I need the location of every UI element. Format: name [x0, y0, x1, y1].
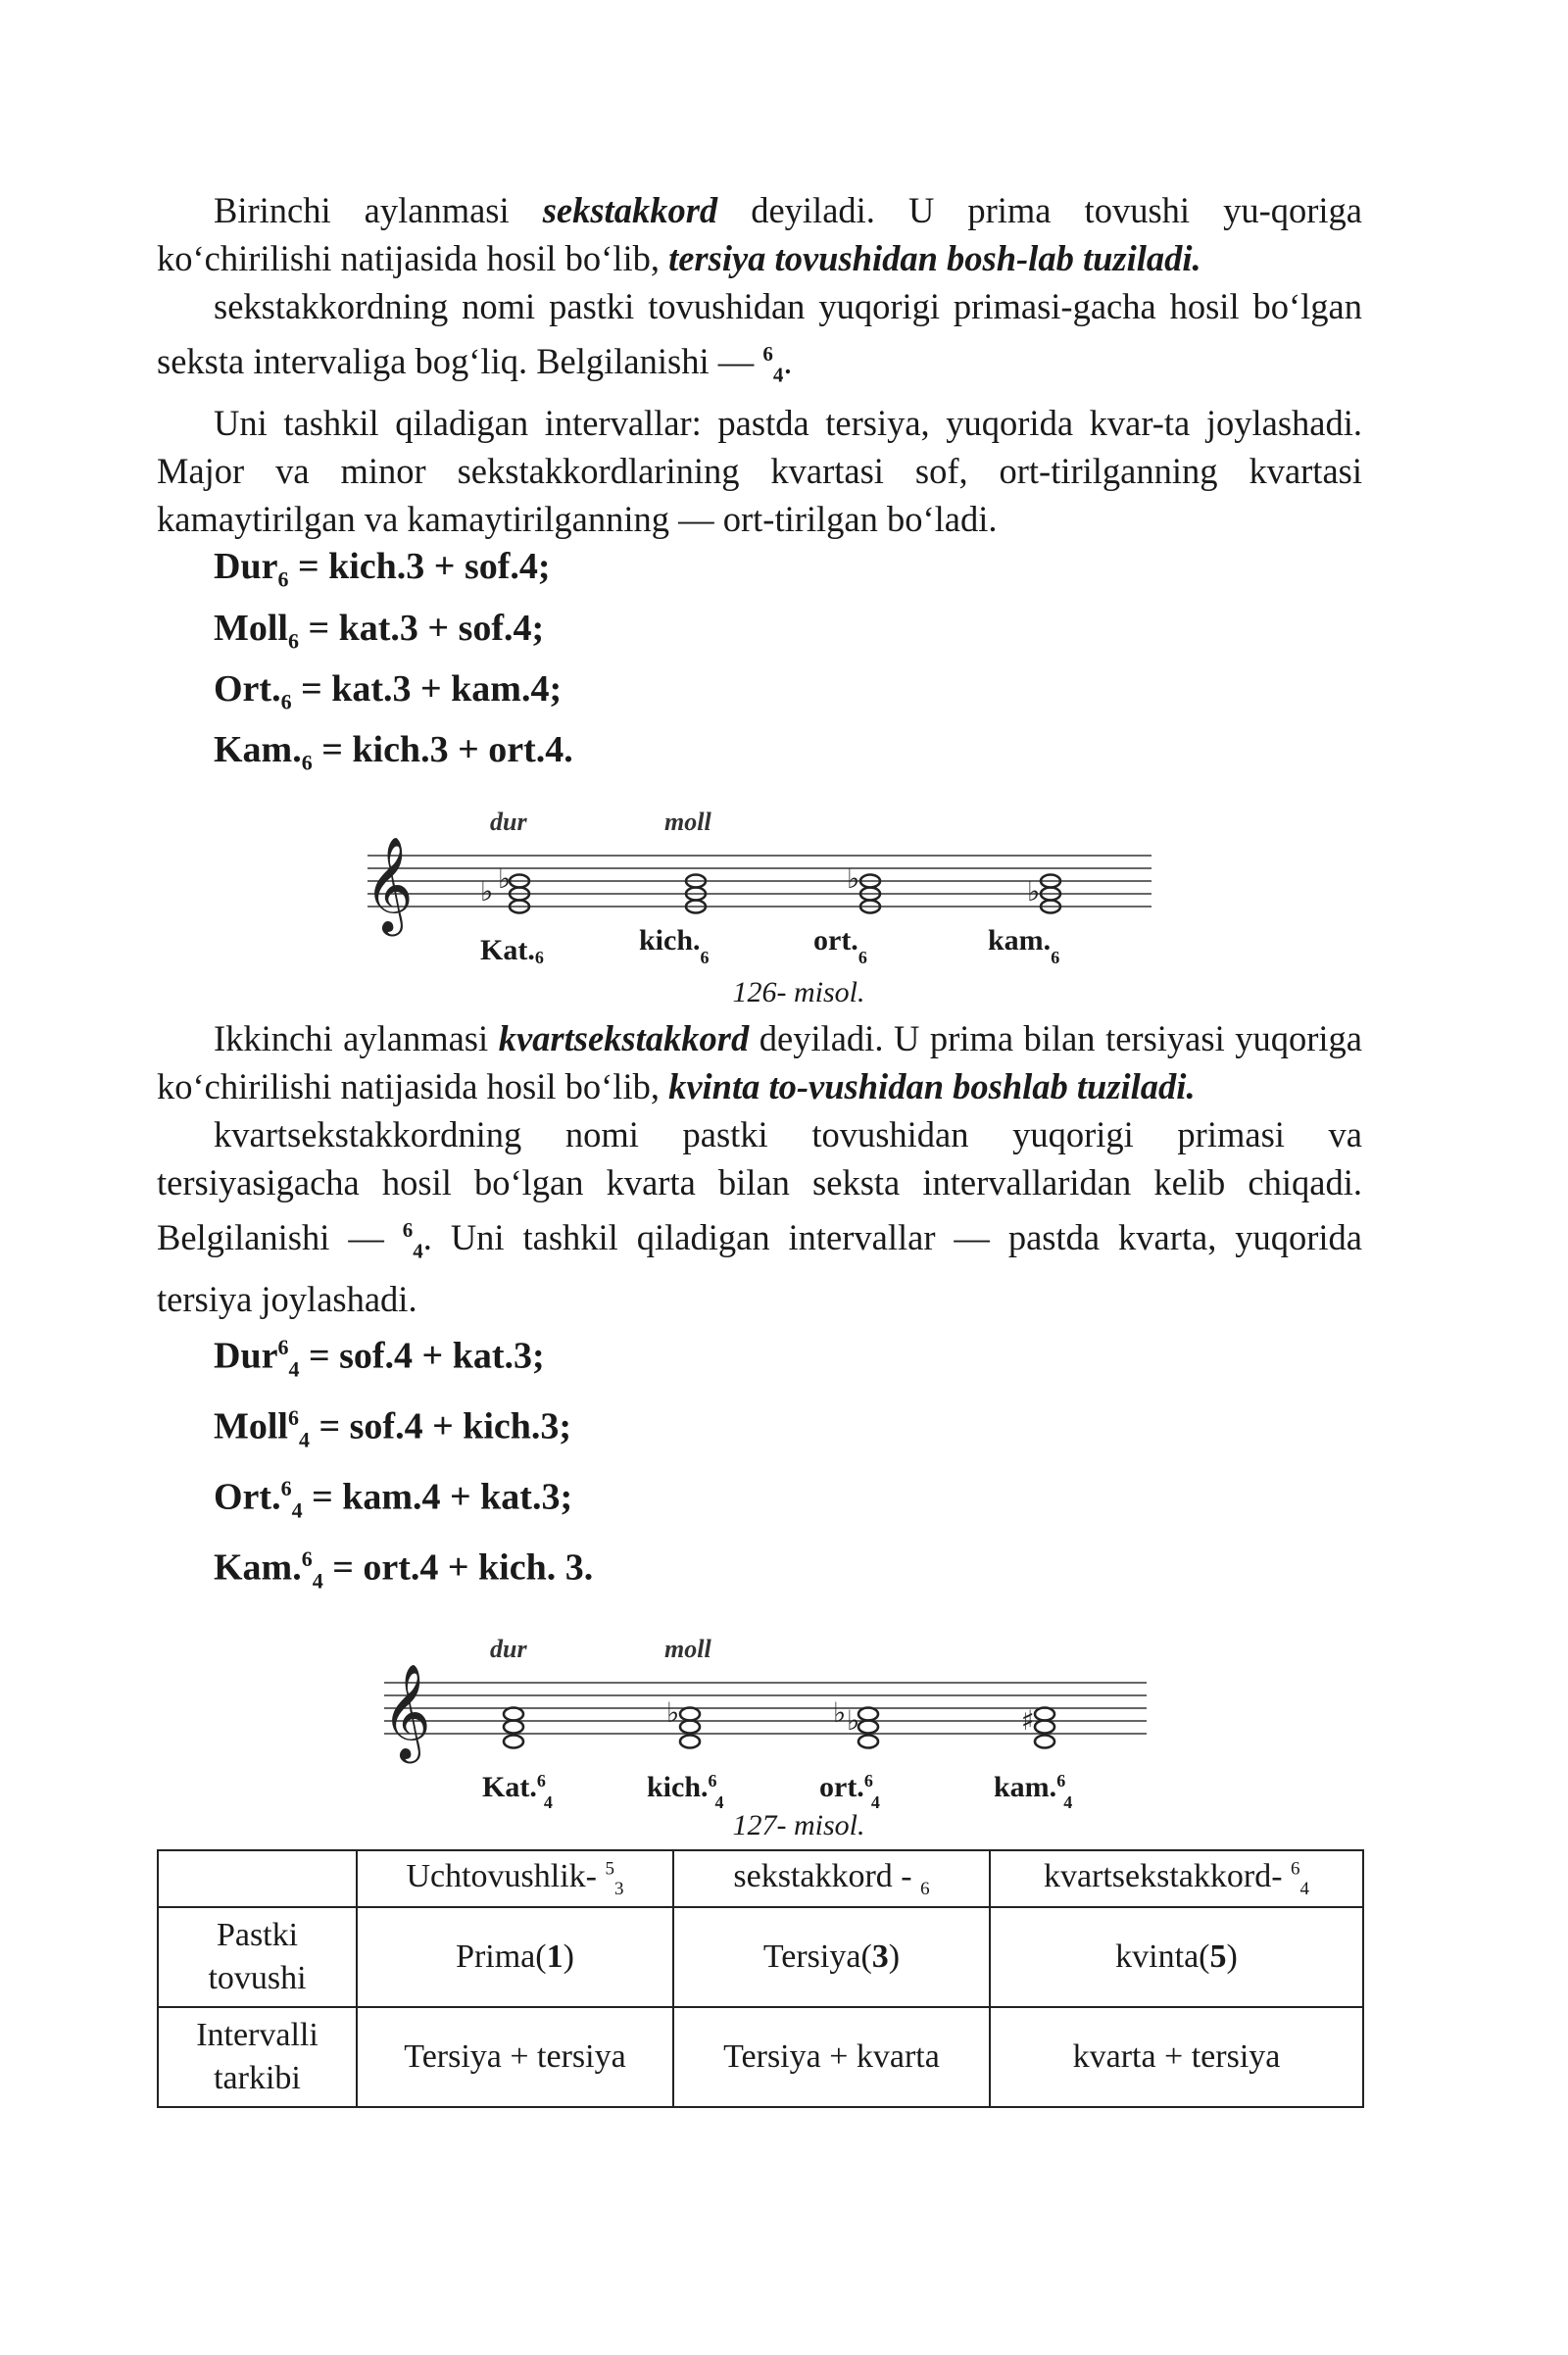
emphasis-tersiya: tersiya tovushidan bosh-lab tuziladi. [668, 238, 1201, 278]
flat-icon: ♭ [498, 861, 512, 895]
flat-icon: ♭ [833, 1696, 847, 1730]
formula-line: Moll$_6$ = kat.3 + sof.4; [214, 607, 545, 654]
flat-icon: ♭ [1027, 874, 1041, 908]
chord-label: ort.$^6$ 4 [819, 1771, 880, 1813]
table-header-cell: Uchtovushlik- $^5_3$ [357, 1850, 673, 1907]
chord-label: $ort._6$ [813, 923, 867, 967]
chord-label: kich.$^6$ 4 [647, 1771, 724, 1813]
flat-icon: ♭ [480, 874, 494, 908]
sharp-icon: ♯ [1021, 1704, 1035, 1738]
formula-list-sekstakkord [214, 543, 1362, 786]
chord-label: $kam._6$ [988, 923, 1060, 967]
table-header-cell: kvartsekstakkord- $^6_4$ [990, 1850, 1363, 1907]
treble-clef-icon: 𝄞 [382, 1663, 431, 1760]
paragraph-kvartsekstakkord-name: kvartsekstakkordning nomi pastki tovushidan yuqorigi primasi va tersiyasigacha hosil bo‘lgan kvarta bilan seksta intervallaridan kelib chiqadi. Belgilanishi — $^6_4$. Uni tashkil qiladigan intervallar — pastda kvarta, yuqorida tersiya joylashadi. [157, 1113, 1362, 1320]
emphasis-kvinta: kvinta to-vushidan boshlab tuziladi. [668, 1065, 1196, 1106]
tag-moll: moll [664, 807, 711, 836]
paragraph-first-inversion: Birinchi aylanmasi sekstakkord deyiladi. U prima tovushi yu-qoriga ko‘chirilishi natijasida hosil bo‘lib, tersiya tovushidan bosh-lab tuziladi. [157, 190, 1362, 278]
figure-sup: 6 [762, 342, 773, 366]
table-cell: Tersiya(3) [673, 1907, 990, 2007]
staff-127 [157, 1604, 1362, 1813]
chord-kich64 [680, 1708, 700, 1748]
chord-label: Kat.6 [480, 933, 544, 967]
formula-line: Dur$_6$ = kich.3 + sof.4; [214, 546, 551, 593]
treble-clef-icon: 𝄞 [365, 835, 414, 932]
formula-list-kvartsekstakkord [214, 1323, 1362, 1604]
accidentals-127 [666, 1696, 1035, 1737]
paragraph-intervals: Uni tashkil qiladigan intervallar: pastda tersiya, yuqorida kvar-ta joylashadi. Major va minor sekstakkordlarining kvartasi sof, ort-tirilganning kvartasi kamaytirilgan va kamaytirilganning — ort-tirilgan bo‘ladi. [157, 403, 1362, 540]
tag-dur: dur [490, 807, 527, 836]
music-example-127 [157, 1604, 1362, 1849]
chord-kam64 [1035, 1708, 1054, 1748]
chord-inversions-table [157, 1849, 1364, 2108]
formula-line: Ort.$^6_4$ = kam.4 + kat.3; [214, 1475, 573, 1523]
tag-dur: dur [490, 1635, 527, 1664]
chords-127 [504, 1708, 1054, 1748]
table-cell: kvinta(5) [990, 1907, 1363, 2007]
paragraph-sekstakkord-name: sekstakkordning nomi pastki tovushidan yuqorigi primasi-gacha hosil bo‘lgan seksta intervaliga bog‘liq. Belgilanishi — $^6_4$. [157, 286, 1362, 387]
figure-sub: 4 [413, 1239, 423, 1263]
table-cell: Tersiya + tersiya [357, 2007, 673, 2107]
caption-127: 127- misol. [732, 1809, 865, 1842]
formula-line: $Kam._6$ = kich.3 + ort.4. [214, 728, 573, 775]
formula-line: Dur$^6_4$ = sof.4 + kat.3; [214, 1335, 545, 1382]
table-cell: Prima(1) [357, 1907, 673, 2007]
page-body [157, 186, 1362, 2097]
chord-ort64 [858, 1708, 878, 1748]
table-header-row [158, 1850, 1363, 1907]
formula-line: $Ort._6 = kat.3 + kam.4$; [214, 667, 563, 714]
figure-sub: 4 [772, 363, 784, 387]
formula-line: Kam.$^6_4$ = ort.4 + kich. 3. [214, 1545, 594, 1593]
chord-kat64 [504, 1708, 523, 1748]
accidentals-126 [480, 862, 1040, 908]
table-cell: kvarta + tersiya [990, 2007, 1363, 2107]
paragraph-second-inversion: Ikkinchi aylanmasi kvartsekstakkord deyiladi. U prima bilan tersiyasi yuqoriga ko‘chirilishi natijasida hosil bo‘lib, kvinta to-vushidan boshlab tuziladi. [157, 1017, 1362, 1106]
table-row [158, 2007, 1363, 2107]
caption-126: 126- misol. [732, 975, 865, 1008]
music-example-126 [157, 787, 1362, 1008]
flat-icon: ♭ [666, 1696, 680, 1730]
term-sekstakkord: sekstakkord [542, 190, 718, 230]
term-kvartsekstakkord: kvartsekstakkord [498, 1017, 750, 1058]
chord-label: kam.$^6$ 4 [994, 1771, 1073, 1813]
table-row [158, 1907, 1363, 2007]
flat-icon: ♭ [847, 861, 860, 895]
flat-icon: ♭ [847, 1704, 860, 1738]
tag-moll: moll [664, 1635, 711, 1664]
table-row-header: Intervalli tarkibi [158, 2007, 357, 2107]
figure-sup: 6 [402, 1217, 414, 1242]
chord-label: Kat.$^6$ 4 [482, 1771, 553, 1813]
table-corner [158, 1850, 357, 1907]
table-row-header: Pastki tovushi [158, 1907, 357, 2007]
table-cell: Tersiya + kvarta [673, 2007, 990, 2107]
table-header-cell: sekstakkord - $_6$ [673, 1850, 990, 1907]
staff-126 [157, 787, 1362, 973]
chord-label: $kich._6$ [639, 923, 710, 967]
formula-line: Moll$^6_4$ = sof.4 + kich.3; [214, 1405, 572, 1452]
